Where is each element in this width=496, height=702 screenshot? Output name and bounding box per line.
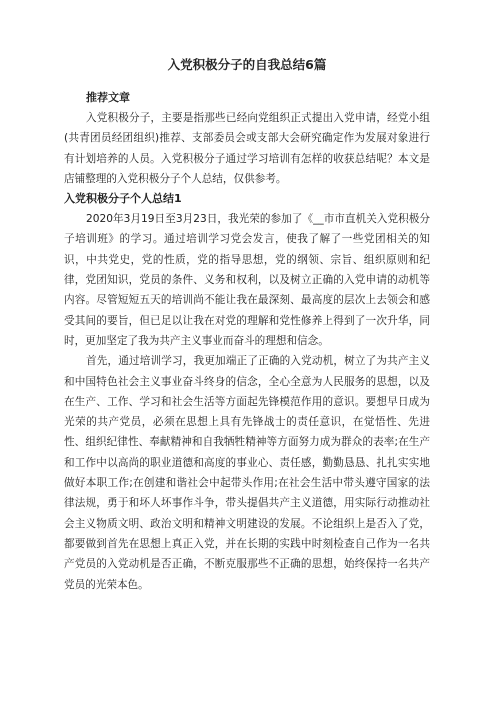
body-paragraph-2: 首先，通过培训学习，我更加端正了正确的入党动机，树立了为共产主义和中国特色社会主义事业奋斗终身的信念，全心全意为人民服务的思想，以及在生产、工作、学习和社会生活等方面起先锋模范作用的意识。要想早日成为光荣的共产党员，必须在思想上具有先锋战士的责任意识，在觉悟性、先进性、组织纪律性、奉献精神和自我牺牲精神等方面努力成为群众的表率;在生产和工作中以高尚的职业道德和高度的事业心、责任感，勤勤恳恳、扎扎实实地做好本职工作;在创建和谐社会中起带头作用;在社会生活中带头遵守国家的法律法规，勇于和坏人坏事作斗争，带头提倡共产主义道德，用实际行动推动社会主义物质文明、政治文明和精神文明建设的发展。不论组织上是否入了党，都要做到首先在思想上真正入党，并在长期的实践中时刻检查自己作为一名共产党员的入党动机是否正确，不断克服那些不正确的思想，始终保持一名共产党员的光荣本色。: [64, 355, 430, 591]
document-title: 入党积极分子的自我总结6篇: [167, 57, 327, 72]
section-heading: 入党积极分子个人总结1: [64, 192, 182, 206]
body-paragraph-1: 2020年3月19日至3月23日，我光荣的参加了《__市市直机关入党积极分子培训班》的学习。通过培训学习党会发言，使我了解了一些党团相关的知识，中共党史，党的性质，党的指导思想，党的纲领、宗旨、组织原则和纪律，党团知识，党员的条件、义务和权利，以及树立正确的入党申请的动机等内容。尽管短短五天的培训尚不能让我在最深刻、最高度的层次上去领会和感受其间的要旨，但已足以让我在对党的理解和党性修养上得到了一次升华，同时，更加坚定了我为共产主义事业而奋斗的理想和信念。: [64, 213, 430, 347]
intro-paragraph: 入党积极分子，主要是指那些已经向党组织正式提出入党申请，经党小组(共青团员经团组织)推荐、支部委员会或支部大会研究确定作为发展对象进行有计划培养的人员。入党积极分子通过学习培训有怎样的收获总结呢？本文是店铺整理的入党积极分子个人总结，仅供参考。: [64, 112, 430, 185]
recommend-heading: 推荐文章: [86, 91, 130, 104]
